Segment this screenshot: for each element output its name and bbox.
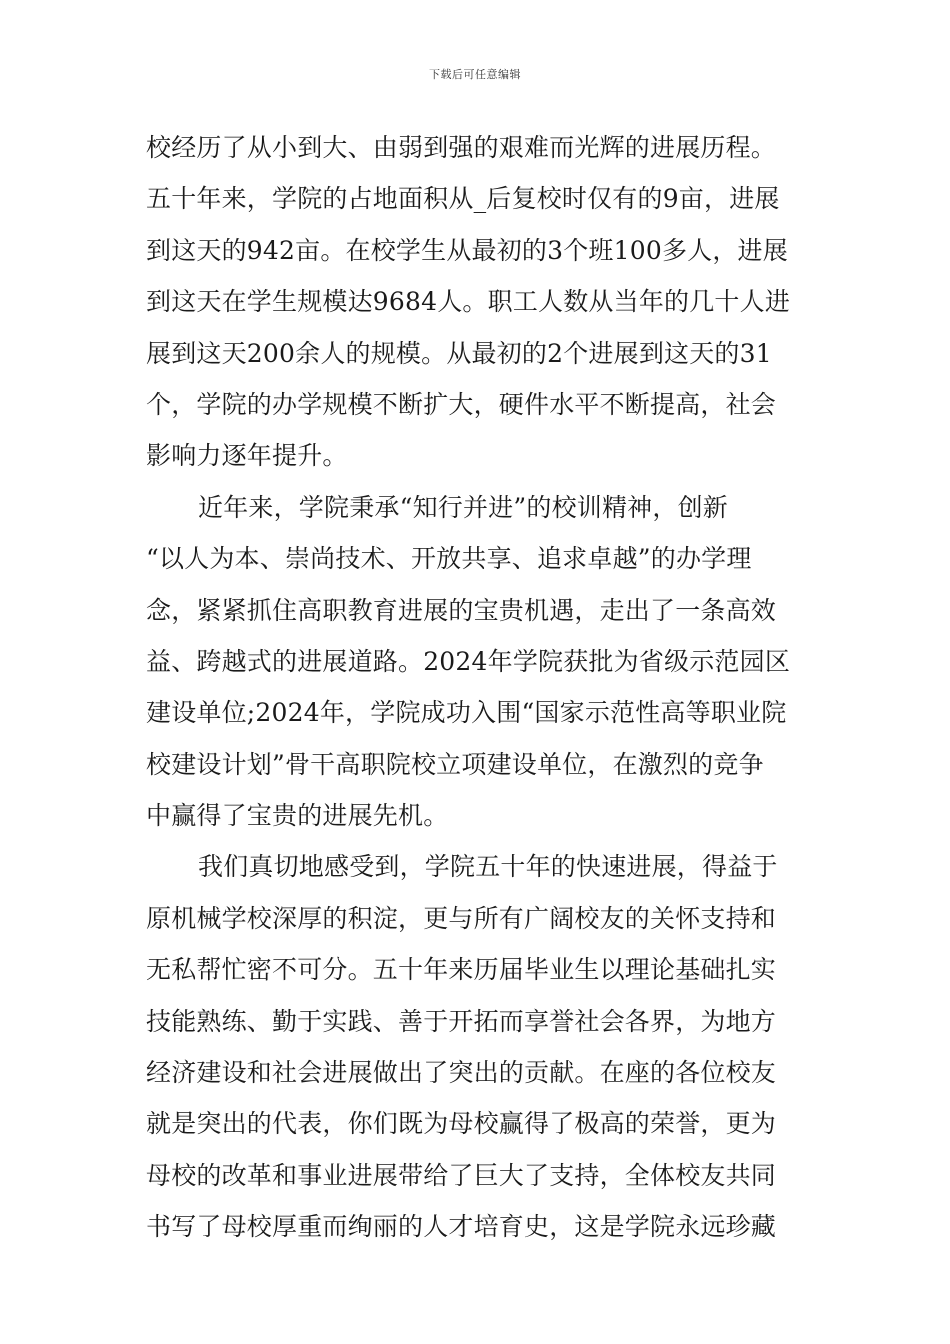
text-line: 个，学院的办学规模不断扩大，硬件水平不断提高，社会: [146, 389, 777, 419]
text-line: 到这天在学生规模达9684人。职工人数从当年的几十人进: [146, 287, 791, 317]
text-line: 原机械学校深厚的积淀，更与所有广阔校友的关怀支持和: [146, 903, 777, 933]
text-line: 经济建设和社会进展做出了突出的贡献。在座的各位校友: [146, 1058, 777, 1088]
text-line: 我们真切地感受到，学院五十年的快速进展，得益于: [198, 852, 778, 882]
page-header: 下载后可任意编辑: [429, 68, 521, 81]
text-line: 中赢得了宝贵的进展先机。: [146, 801, 449, 831]
text-line: 书写了母校厚重而绚丽的人才培育史，这是学院永远珍藏: [146, 1212, 777, 1242]
paragraph-2: [146, 482, 806, 842]
text-line: 念，紧紧抓住高职教育进展的宝贵机遇，走出了一条高效: [146, 595, 777, 625]
text-line: 到这天的942亩。在校学生从最初的3个班100多人，进展: [146, 235, 788, 265]
text-line: 展到这天200余人的规模。从最初的2个进展到这天的31: [146, 338, 772, 368]
paragraph-3: [146, 841, 806, 1252]
paragraph-1: [146, 122, 806, 482]
text-line: 校建设计划”骨干高职院校立项建设单位，在激烈的竞争: [146, 749, 764, 779]
text-line: 近年来，学院秉承“知行并进”的校训精神，创新: [198, 492, 728, 522]
text-line: 影响力逐年提升。: [146, 441, 348, 471]
text-line: 母校的改革和事业进展带给了巨大了支持，全体校友共同: [146, 1160, 777, 1190]
document-body: [146, 122, 806, 1253]
text-line: 建设单位;2024年，学院成功入围“国家示范性高等职业院: [146, 698, 787, 728]
text-line: 技能熟练、勤于实践、善于开拓而享誉社会各界，为地方: [146, 1006, 777, 1036]
text-line: 校经历了从小到大、由弱到强的艰难而光辉的进展历程。: [146, 133, 777, 162]
text-line: 五十年来，学院的占地面积从_后复校时仅有的9亩，进展: [146, 184, 780, 214]
text-line: 益、跨越式的进展道路。2024年学院获批为省级示范园区: [146, 646, 791, 676]
text-line: 无私帮忙密不可分。五十年来历届毕业生以理论基础扎实: [146, 955, 777, 985]
text-line: “以人为本、崇尚技术、开放共享、追求卓越”的办学理: [146, 544, 752, 574]
text-line: 就是突出的代表，你们既为母校赢得了极高的荣誉，更为: [146, 1109, 777, 1139]
